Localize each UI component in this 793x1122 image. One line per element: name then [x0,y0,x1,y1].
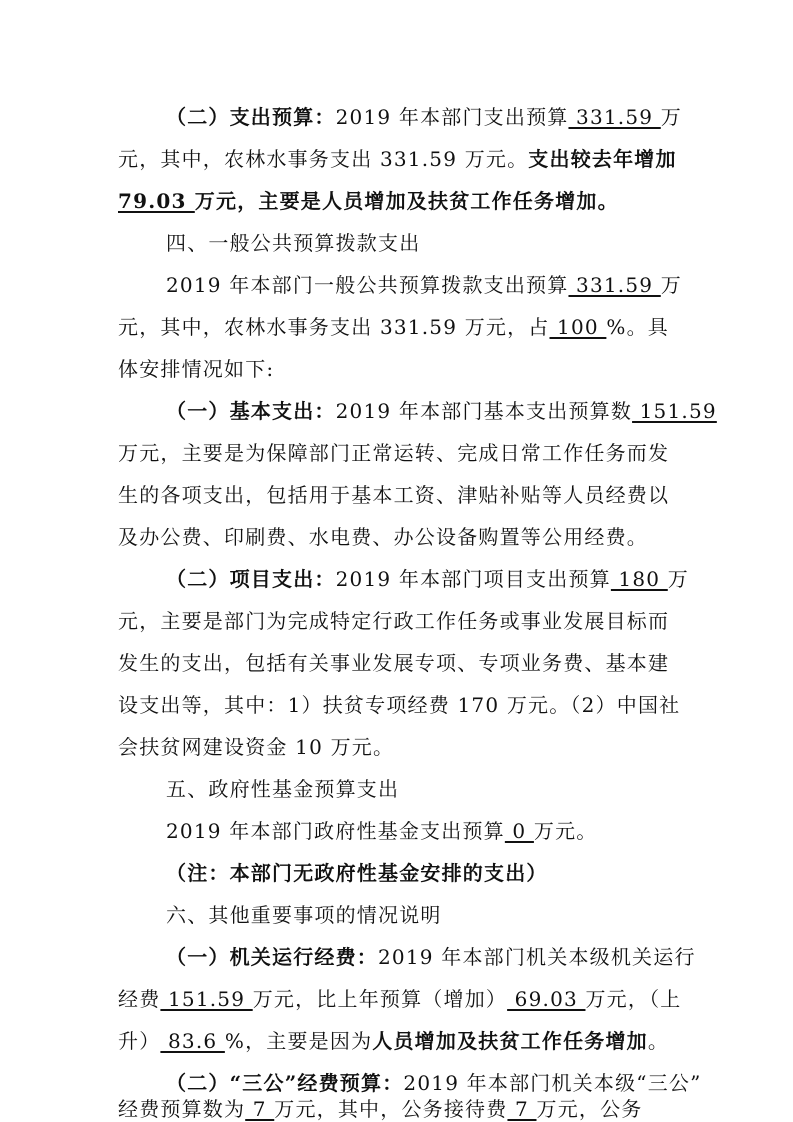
text: 四、一般公共预算拨款支出 [166,231,421,255]
section-basic-expenditure [166,398,717,424]
text: 2019 年本部门机关本级机关运行 [378,945,696,969]
text: 设支出等，其中：1）扶贫专项经费 170 万元。（2）中国社 [118,693,681,717]
amount: 7 [245,1097,275,1121]
percent-value: 100 [549,315,607,339]
section-heading-gov-fund [166,776,399,802]
section-three-public-expenses [166,1070,702,1096]
text: 2019 年本部门支出预算 [335,105,569,129]
text: 六、其他重要事项的情况说明 [166,903,442,927]
text-line [118,1096,643,1122]
text-line [118,356,274,382]
heading-label: （二）支出预算： [166,105,336,129]
text: 2019 年本部门项目支出预算 [335,567,611,591]
text: 会扶贫网建设资金 10 万元。 [118,735,395,759]
text: 经费 [118,987,161,1011]
text: 发生的支出，包括有关事业发展专项、专项业务费、基本建 [118,651,670,675]
text-line [118,692,680,718]
text-line [118,986,681,1012]
heading-label: （一）基本支出： [166,399,336,423]
text: 五、政府性基金预算支出 [166,777,400,801]
amount: 151.59 [160,987,253,1011]
text: 2019 年本部门机关本级“三公” [403,1071,702,1095]
text-line [166,272,682,298]
text-line [118,650,669,676]
amount: 69.03 [507,987,586,1011]
section-expenditure-budget [166,104,682,130]
budget-amount: 151.59 [632,399,717,423]
text: 万 [660,273,682,297]
text-line [118,314,669,340]
text: 2019 年本部门基本支出预算数 [335,399,633,423]
text: 2019 年本部门政府性基金支出预算 [166,819,505,843]
text-line [118,188,619,214]
text: 。 [647,1029,670,1053]
text-line [118,734,394,760]
text: %。具 [606,315,669,339]
text: 升） [118,1029,161,1053]
budget-amount: 180 [610,567,668,591]
text: 2019 年本部门一般公共预算拨款支出预算 [166,273,569,297]
text-line [118,482,669,508]
text: 万 [667,567,689,591]
amount: 7 [507,1097,537,1121]
text: （注：本部门无政府性基金安排的支出） [166,861,548,885]
text-line [118,608,669,634]
text-line [118,146,677,172]
heading-label: （二）“三公”经费预算： [166,1071,404,1095]
increase-amount: 79.03 [118,189,195,213]
text-line [118,440,669,466]
text: 万元，公务 [536,1097,643,1121]
budget-amount: 331.59 [568,273,661,297]
text: 经费预算数为 [118,1097,246,1121]
text: 万元，（上 [585,987,682,1011]
text: 生的各项支出，包括用于基本工资、津贴补贴等人员经费以 [118,483,670,507]
budget-amount: 331.59 [568,105,661,129]
text: 万元。 [533,819,598,843]
text: %，主要是因为 [224,1029,373,1053]
section-project-expenditure [166,566,689,592]
text-line [118,524,648,550]
text: 元，其中，农林水事务支出 331.59 万元。 [118,147,529,171]
text: 元，主要是部门为完成特定行政工作任务或事业发展目标而 [118,609,670,633]
text: 万元，主要是人员增加及扶贫工作任务增加。 [194,189,619,213]
text: 万元，其中，公务接待费 [274,1097,508,1121]
heading-label: （二）项目支出： [166,567,336,591]
bold-text: 人员增加及扶贫工作任务增加 [372,1029,648,1053]
bold-text: 支出较去年增加 [528,147,677,171]
text-line [118,1028,669,1054]
text: 万元，比上年预算（增加） [252,987,508,1011]
note-line [166,860,548,886]
percent-value: 83.6 [160,1029,225,1053]
section-heading-other-matters [166,902,442,928]
text: 元，其中，农林水事务支出 331.59 万元，占 [118,315,550,339]
text-line [166,818,598,844]
heading-label: （一）机关运行经费： [166,945,378,969]
text: 万元，主要是为保障部门正常运转、完成日常工作任务而发 [118,441,670,465]
text: 万 [660,105,682,129]
section-operating-expenses [166,944,696,970]
text: 体安排情况如下: [118,357,275,381]
text: 及办公费、印刷费、水电费、办公设备购置等公用经费。 [118,525,648,549]
section-heading-general-budget [166,230,420,256]
budget-amount: 0 [504,819,534,843]
